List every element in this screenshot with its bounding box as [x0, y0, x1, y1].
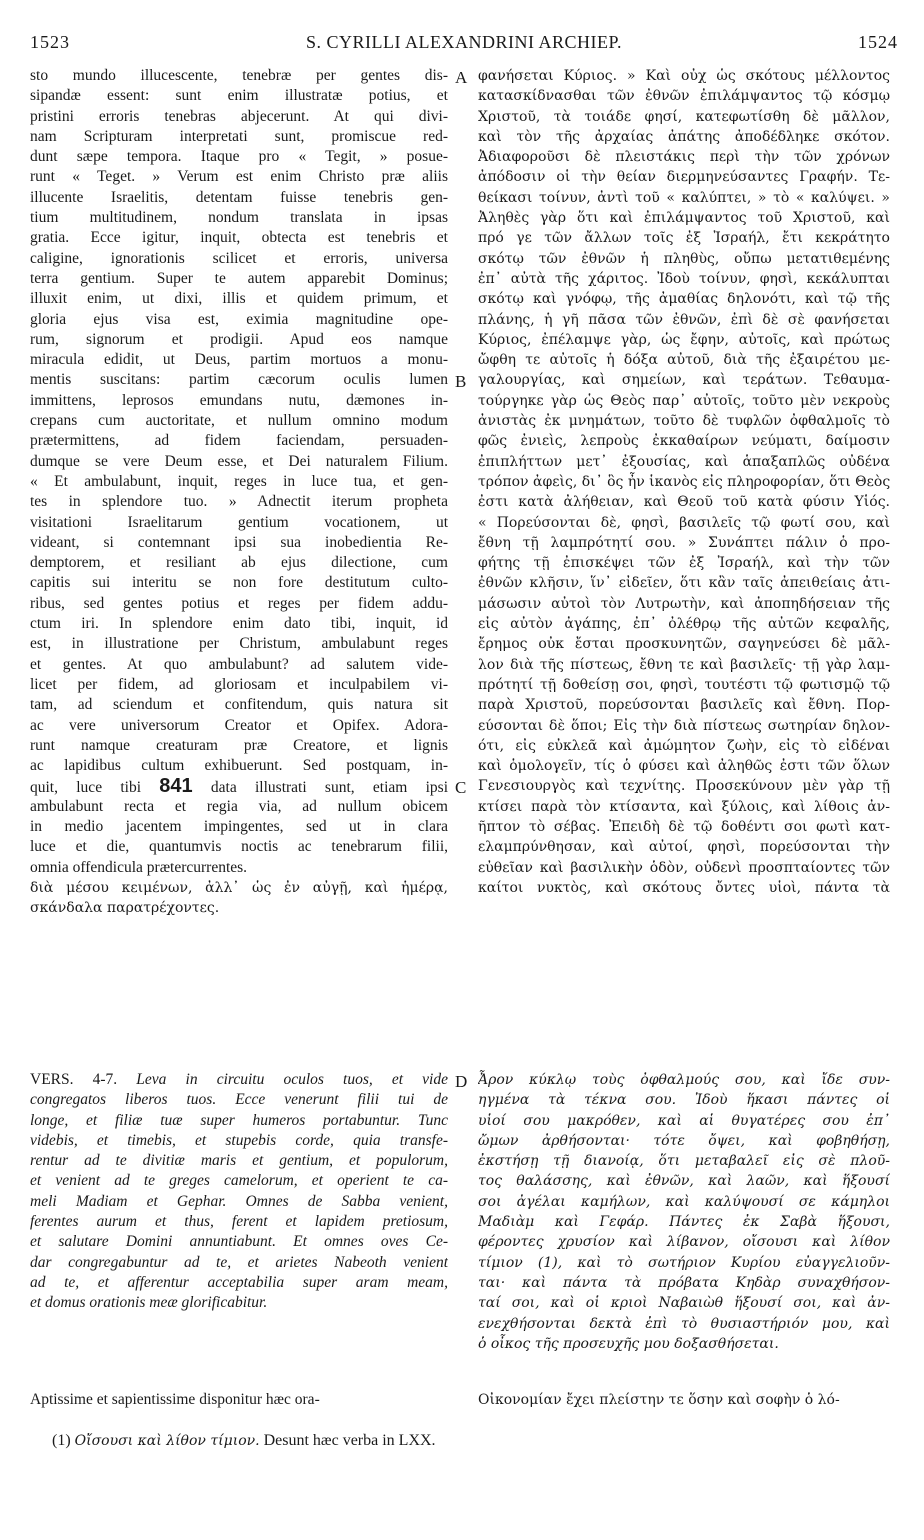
- text-line: ηγμένα τὰ τέκνα σου. Ἰδοὺ ἥκασι πάντες οἱ: [478, 1092, 890, 1109]
- greek-verse-block: [478, 1070, 890, 1354]
- text-line: ῆπτον τὸ σέβας. Ἐπειδὴ δὲ τῷ δοθέντι σοι φωτὶ κατ-: [478, 818, 890, 835]
- footnote-greek: Οἴσουσι καὶ λίθον τίμιον.: [74, 1433, 260, 1449]
- text-line: [30, 1070, 448, 1090]
- text-line: ribus, sed gentes potius et reges per fidem addu-: [30, 594, 448, 612]
- text-line: πλάνης, ἡ γῆ πᾶσα τῶν ἐθνῶν, ἐπὶ δὲ σὲ φανήσεται: [478, 311, 890, 328]
- text-line: caligine, ignorationis scilicet et erroris, universa: [30, 249, 448, 267]
- text-line: ότι, εἰς εὐκλεᾶ καὶ ἀμώμητον ζωὴν, εἰς τὸ εἰδέναι: [478, 737, 890, 754]
- greek-column-top: [478, 66, 890, 898]
- text-line: ἔρημος οὐκ ἔσται προσκυνητῶν, σαγηνεύσει δὲ μᾶλ-: [478, 636, 890, 653]
- page-number-left: 1523: [30, 32, 70, 52]
- text-line: ambulabunt recta et regia via, ad nullum obicem: [30, 797, 448, 815]
- text-line: διὰ μέσου κειμένων, ἀλλ᾽ ὡς ἐν αὐγῇ, καὶ ἡμέρᾳ,: [30, 879, 448, 896]
- text-line: ac lapidibus cultum exhibuerunt. Sed postquam, in-: [30, 757, 448, 775]
- text-line: Μαδιὰμ καὶ Γεφάρ. Πάντες ἐκ Σαβὰ ἥξουσι,: [478, 1214, 890, 1231]
- text-line: illucente Israelitis, detentam fuisse tenebris gen-: [30, 188, 448, 206]
- text-line: prætermittens, ad fidem faciendam, persuaden-: [30, 432, 448, 450]
- text-line: φήτης τῇ ἐπισκέψει τῶν ἐξ Ἰσραήλ, καὶ τὴν τῶν: [478, 555, 890, 572]
- text-line: φῶς ἐνιεὶς, λεπροὺς ἐκκαθαίρων νεύματι, δαίμοσιν: [478, 433, 890, 450]
- text-line: meli Madiam et Gephar. Omnes de Sabba venient,: [30, 1192, 448, 1210]
- text-line: rum, signorum et prodigii. Apud eos namque: [30, 330, 448, 348]
- text-line: κτίσει παρὰ τὸν κτίσαντα, καὶ ξύλοις, καὶ λίθοις ἀν-: [478, 798, 890, 815]
- text-line: πρό γε τῶν ἄλλων τοῖς ἐξ Ἰσραήλ, ἔτι κεκράτητο: [478, 230, 890, 247]
- text-line: gloria ejus visa est, eximia magnitudine ope-: [30, 310, 448, 328]
- text-line: ἐστι κατὰ ἀλήθειαν, καὶ Θεοῦ τοῦ κατὰ φύσιν Υἱός.: [478, 494, 890, 511]
- margin-marker-a: A: [455, 68, 468, 87]
- text-line: sipandæ essent: sunt enim illustratæ potius, et: [30, 87, 448, 105]
- column-number: 841: [159, 776, 193, 797]
- text-line: tam, ad sciendum et confitendum, quis natura sit: [30, 696, 448, 714]
- text-line: καὶ τὸν τῆς ἀρχαίας ἀπάτης ἀποδέδληκε σκότον.: [478, 128, 890, 145]
- text-line: μάσωσιν αὐτοὶ τὸν Λυτρωτὴν, καὶ ἀποπηδήσειαν τῆς: [478, 595, 890, 612]
- text-line: σκότῳ καὶ γνόφῳ, τῆς ἀμαθίας δηλονότι, καὶ τῷ τῆς: [478, 291, 890, 308]
- text-line: Ἆρον κύκλῳ τοὺς ὀφθαλμούς σου, καὶ ἴδε συν-: [478, 1072, 890, 1088]
- text-line: φανήσεται Κύριος. » Καὶ οὐχ ὡς σκότους μέλλοντος: [478, 68, 890, 84]
- greek-bottom-paragraph: [478, 1390, 890, 1410]
- text-line: « Πορεύσονται δὲ, φησὶ, βασιλεῖς τῷ φωτί σου, καὶ: [478, 514, 890, 531]
- text-line: immittens, leprosos emundans nutu, dæmones in-: [30, 391, 448, 409]
- running-title: S. CYRILLI ALEXANDRINI ARCHIEP.: [305, 32, 622, 52]
- text-line: runt namque creaturam præ Creatore, et lignis: [30, 736, 448, 754]
- text-line: dunt sæpe tempora. Itaque pro « Tegit, » posue-: [30, 148, 448, 166]
- text-line: longe, et filiæ tuæ super humeros portabuntur. Tunc: [30, 1111, 448, 1129]
- text-line: crepans cum auctoritate, et nullum omnino modum: [30, 412, 448, 430]
- text-line: σοι ἀγέλαι καμήλων, καὶ καλύψουσί σε κάμηλοι: [478, 1193, 890, 1210]
- text-line: omnia offendicula prætercurrentes.: [30, 858, 248, 876]
- text-line: gratia. Ecce igitur, inquit, obtecta est tenebris et: [30, 229, 448, 247]
- text-line: miracula edidit, ut Deus, partim mortuos a monu-: [30, 351, 448, 369]
- text-line: ται· καὶ πάντα τὰ πρόβατα Κηδὰρ συναχθήσον-: [478, 1274, 890, 1291]
- margin-marker-c: C: [455, 778, 467, 797]
- text-line: τος θαλάσσης, καὶ ἐθνῶν, καὶ λαῶν, καὶ ἥξουσί: [478, 1173, 890, 1190]
- text-line: videbis, et timebis, et stupebis corde, quia transfe-: [30, 1131, 448, 1149]
- text-line: Ἀληθὲς γὰρ ὅτι καὶ ἐπιλάμψαντος τοῦ Χριστοῦ, καὶ: [478, 210, 890, 227]
- text-line: εἰς αὐτὸν ἀγάπης, ἐπ᾽ ὀλέθρῳ τῆς αὐτῶν κεφαλῆς,: [478, 616, 890, 633]
- latin-bottom-paragraph: [30, 1390, 448, 1410]
- footnote-mark: (1): [52, 1432, 71, 1449]
- text-fragment: Leva in circuitu oculos tuos, et vide: [117, 1071, 448, 1088]
- text-line: est, in illustratione per Christum, ambulabunt reges: [30, 635, 448, 653]
- text-line: sto mundo illucescente, tenebræ per gentes dis-: [30, 67, 448, 84]
- text-line: τούργηκε γὰρ ὡς Θεὸς παρ᾽ αὐτοῖς, τοῦτο μὲν νεκροὺς: [478, 392, 890, 409]
- text-line: et venient ad te greges camelorum, et operient te ca-: [30, 1172, 448, 1190]
- text-line: luce et die, quantumvis noctis ac tenebrarum filii,: [30, 838, 448, 856]
- text-line: nam Scripturam interpretati sunt, promiscue red-: [30, 127, 448, 145]
- text-line: υἱοί σου μακρόθεν, καὶ αἱ θυγατέρες σου ἐπ᾽: [478, 1112, 890, 1129]
- text-line: ἀνιστὰς ἐκ μνημάτων, τοῦτο δὲ τυφλῶν ὀφθαλμοῖς τὸ: [478, 413, 890, 430]
- text-line: Κύριος, ἐπέλαμψε γὰρ, ὡς ἔφην, αὐτοῖς, καὶ πρώτως: [478, 331, 890, 348]
- footnote: [52, 1432, 436, 1450]
- text-line: εὐθεῖαν καὶ βασιλικὴν ὁδὸν, οὐδενὶ προσπταίοντες τῶν: [478, 859, 890, 876]
- text-line: εύσονται δὲ ὅποι; Εἰς τὴν διὰ πίστεως σωτηρίαν δηλον-: [478, 717, 890, 734]
- text-line: dar congregabuntur ad te, et arietes Nabeoth venient: [30, 1253, 448, 1271]
- margin-marker-b: B: [455, 372, 467, 391]
- text-line: tium multitudinem, nondum translata in ipsas: [30, 209, 448, 227]
- text-line: γαλουργίας, καὶ σημείων, καὶ τεράτων. Τεθαυμα-: [478, 372, 890, 389]
- text-line: ελαμπρύνθησαν, καὶ αὐτοί, φησὶ, πορεύσονται τὴν: [478, 839, 890, 856]
- text-line: τίμιον (1), καὶ τὸ σωτήριον Κυρίου εὐαγγελιοῦν-: [478, 1254, 890, 1271]
- text-line: et gentes. At quo ambulabunt? ad salutem vide-: [30, 655, 448, 673]
- text-line: ὁ οἶκος τῆς προσευχῆς μου δοξασθήσεται.: [478, 1335, 779, 1352]
- text-line: capitis sui interitu se non fore destitutum culto-: [30, 574, 448, 592]
- text-line: et salutare Domini annuntiabunt. Et omnes oves Ce-: [30, 1233, 448, 1251]
- text-line: pristini erroris tenebras abjecerunt. At qui divi-: [30, 107, 448, 125]
- text-line: ἀπόδοσιν οἱ τὴν θείαν διερμηνεύσαντες Γραφήν. Τε-: [478, 169, 890, 186]
- text-line: σκάνδαλα παρατρέχοντες.: [30, 900, 220, 917]
- text-line: ἐκστήσῃ τῇ διανοίᾳ, ὅτι μεταβαλεῖ εἰς σὲ πλοῦ-: [478, 1153, 890, 1170]
- page-header: [30, 32, 898, 56]
- text-line: θείκασι τοίνυν, ἀντὶ τοῦ « καλύπτει, » τὸ « καλύψει. »: [478, 189, 890, 206]
- text-line: licet per fidem, ad gloriosam et inculpabilem vi-: [30, 675, 448, 693]
- text-fragment: quit, luce tibi: [30, 779, 160, 797]
- text-line: Ἀδιαφοροῦσι δὲ πλειστάκις περὶ τὴν τῶν χρόνων: [478, 149, 890, 166]
- text-line: ad te, et afferentur acceptabilia super aram meam,: [30, 1273, 448, 1291]
- text-line: καὶ ὁμολογεῖν, τίς ὁ φύσει καὶ ἀληθῶς ἐστι τῶν ὅλων: [478, 758, 890, 775]
- text-line: illuxit enim, ut dixi, illis et quidem primum, et: [30, 290, 448, 308]
- text-line: et domus orationis meæ glorificabitur.: [30, 1294, 268, 1312]
- text-line: « Et ambulabunt, inquit, reges in luce tua, et gen-: [30, 472, 448, 490]
- text-line: ἐπ᾽ αὐτὰ τῆς χάριτος. Ἰδοὺ τοίνυν, φησὶ, κεκάλυπται: [478, 270, 890, 287]
- page-number-right: 1524: [858, 32, 898, 52]
- text-line: videant, si contemnant ipsi sua inobedientia Re-: [30, 533, 448, 551]
- footnote-latin: Desunt hæc verba in LXX.: [263, 1432, 436, 1449]
- text-line: congregatos liberos tuos. Ecce venerunt filii tui de: [30, 1091, 448, 1109]
- text-line: ταί σοι, καὶ οἱ κριοὶ Ναβαιὼθ ἥξουσί σοι, καὶ ἀν-: [478, 1295, 890, 1312]
- text-line: ενεχθήσονται δεκτὰ ἐπὶ τὸ θυσιαστήριόν μου, καὶ: [478, 1315, 890, 1332]
- text-line: rentur ad te divitiæ maris et gentium, et populorum,: [30, 1152, 448, 1170]
- text-line: κατασκίδνασθαι τῶν ἐθνῶν ἐπιλάμψαντος τῷ κόσμῳ: [478, 88, 890, 105]
- margin-marker-d: D: [455, 1072, 468, 1091]
- text-line: τρόπον ἀφεὶς, δι᾽ ὃς ἦν ἱκανὸς εἰς πληροφορίαν, ὅτι Θεὸς: [478, 473, 890, 490]
- text-line: terra gentium. Super te autem apparebit Dominus;: [30, 269, 448, 287]
- text-line: visitationi Israelitarum gentium vocationem, ut: [30, 513, 448, 531]
- text-line: ἐθνῶν κλῆσιν, ἵν᾽ εἰδεῖεν, ὅτι κἂν ταῖς ἀπειθείαις ἀτι-: [478, 575, 890, 592]
- verse-label: VERS. 4-7.: [30, 1071, 118, 1088]
- text-line: λον διὰ τῆς πίστεως, ἔθνη τε καὶ βασιλεῖς· τῇ γὰρ λαμ-: [478, 656, 890, 673]
- latin-column-top: [30, 66, 448, 918]
- text-line: ferentes aurum et thus, ferent et lapidem pretiosum,: [30, 1213, 448, 1231]
- text-line: dumque se vere Deum esse, et Dei naturalem Filium.: [30, 452, 448, 470]
- text-line: ctum iri. In splendore enim dato tibi, inquit, id: [30, 615, 448, 633]
- text-line: Οἰκονομίαν ἔχει πλείστην τε ὅσην καὶ σοφὴν ὁ λό-: [478, 1392, 840, 1408]
- text-line: παρὰ Χριστοῦ, πορεύσονται βασιλεῖς καὶ ἔθνη. Πορ-: [478, 697, 890, 714]
- text-line: ὤμων ἀρθήσονται· τότε ὄψει, καὶ φοβηθήσῃ,: [478, 1132, 890, 1149]
- text-line: ac vere universorum Creator et Opifex. Adora-: [30, 716, 448, 734]
- text-line: καίτοι νυκτὸς, καὶ σκότους ὄντες υἱοὶ, πάντα τὰ: [478, 879, 890, 896]
- latin-verse-block: [30, 1070, 448, 1314]
- text-line: πρότητί τῇ δοθείσῃ σοι, φησὶ, τουτέστι τῷ φωτισμῷ τῷ: [478, 676, 890, 693]
- text-line: Χριστοῦ, τὰ τοιάδε φησί, κατεφωτίσθη δὲ μᾶλλον,: [478, 108, 890, 125]
- text-line: ὤφθη τε αὐτοῖς ἡ δόξα αὐτοῦ, διὰ τῆς ἐξαιρέτου με-: [478, 352, 890, 369]
- text-line: in medio jacentem impingentes, sed ut in clara: [30, 817, 448, 835]
- text-line: φέροντες χρυσίον καὶ λίβανον, οἴσουσι καὶ λίθον: [478, 1234, 890, 1251]
- text-line: σκότῳ τῶν ἐθνῶν ἡ πληθὺς, οὔπω μετατιθεμένης: [478, 250, 890, 267]
- text-line: demptorem, et resiliant ab ejus dilectione, cum: [30, 554, 448, 572]
- text-line: tes in splendore tuo. » Adnectit iterum propheta: [30, 493, 448, 511]
- text-line: mentis suscitans: partim cæcorum oculis lumen: [30, 371, 448, 389]
- text-line: ἐπιπλήττων μετ᾽ ἐξουσίας, καὶ ἁπαξαπλῶς οὐδένα: [478, 453, 890, 470]
- text-line: Aptissime et sapientissime disponitur hæc ora-: [30, 1391, 320, 1408]
- text-line-with-column-number: [30, 776, 448, 796]
- text-line: runt « Teget. » Verum est enim Christo præ aliis: [30, 168, 448, 186]
- text-line: ἔθνη τῇ λαμπρότητί σου. » Συνάπτει πάλιν ὁ προ-: [478, 534, 890, 551]
- text-line: Γενεσιουργὸς καὶ τεχνίτης. Προσεκύνουν μὲν γὰρ τῇ: [478, 778, 890, 795]
- text-fragment: data illustrati sunt, etiam ipsi: [192, 779, 448, 797]
